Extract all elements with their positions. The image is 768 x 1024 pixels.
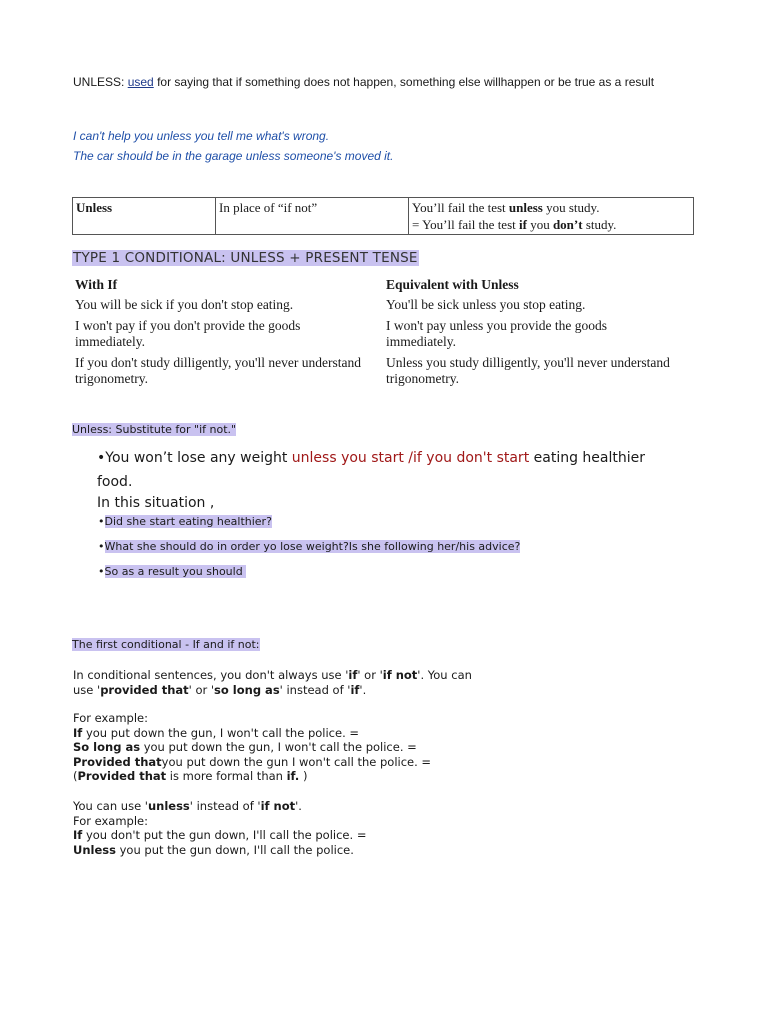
situation-label: In this situation , bbox=[97, 495, 215, 511]
unless-example-sentence: •You won’t lose any weight unless you start /if you don't start eating healthier food. bbox=[97, 450, 645, 490]
bullet: • bbox=[97, 450, 106, 466]
conditional-paragraph: In conditional sentences, you don't always use 'if' or 'if not'. You can use 'provided that' or 'so long as' instead of 'if'. bbox=[73, 668, 472, 697]
table-cell-term: Unless bbox=[73, 198, 216, 235]
example-line-3: Provided thatyou put down the gun I won't call the police. = bbox=[73, 754, 432, 769]
type1-heading: TYPE 1 CONDITIONAL: UNLESS + PRESENT TENSE bbox=[73, 250, 418, 266]
for-example-label-2: For example: bbox=[73, 813, 148, 828]
used-link[interactable]: used bbox=[127, 75, 154, 89]
definition-term: UNLESS: bbox=[73, 75, 125, 89]
table-cell-examples bbox=[409, 198, 694, 235]
example-line-1: If you put down the gun, I won't call the police. = bbox=[73, 725, 360, 740]
highlighted-clause: unless you start /if you don't start bbox=[291, 450, 530, 466]
table-cell-meaning: In place of “if not” bbox=[216, 198, 409, 235]
definition-paragraph bbox=[73, 72, 693, 92]
comparison-left-header: With If bbox=[75, 277, 118, 292]
example-line-2: So long as you put down the gun, I won't call the police. = bbox=[73, 740, 417, 754]
for-example-label: For example: bbox=[73, 711, 148, 725]
comparison-right-column bbox=[386, 277, 676, 387]
table-example-2: = You’ll fail the test if you don’t study. bbox=[412, 217, 617, 232]
unless-instead-line: You can use 'unless' instead of 'if not'. bbox=[73, 799, 302, 813]
comparison-right-row-1: You'll be sick unless you stop eating. bbox=[386, 297, 586, 312]
comparison-left-column bbox=[75, 277, 365, 387]
first-conditional-heading: The first conditional - If and if not: bbox=[72, 638, 260, 651]
question-1: •Did she start eating healthier? bbox=[98, 515, 272, 528]
substitute-heading: Unless: Substitute for "if not." bbox=[72, 423, 237, 436]
example-block-2 bbox=[73, 799, 693, 857]
unless-definition-table bbox=[72, 197, 694, 235]
comparison-right-row-3: Unless you study dilligently, you'll never understand trigonometry. bbox=[386, 355, 670, 386]
question-2: •What she should do in order yo lose weight?Is she following her/his advice? bbox=[98, 540, 521, 553]
comparison-right-row-2: I won't pay unless you provide the goods immediately. bbox=[386, 318, 608, 349]
comparison-left-row-1: You will be sick if you don't stop eating. bbox=[75, 297, 294, 312]
table-example-1: You’ll fail the test unless you study. bbox=[412, 200, 600, 215]
definition-text: for saying that if something does not happen, something else willhappen or be true as a result bbox=[153, 75, 655, 89]
example-line-4: (Provided that is more formal than if. ) bbox=[73, 769, 308, 783]
example-sentence-1: I can't help you unless you tell me what's wrong. bbox=[73, 129, 330, 143]
comparison-left-row-2: I won't pay if you don't provide the goods immediately. bbox=[75, 318, 301, 349]
comparison-right-header: Equivalent with Unless bbox=[386, 277, 519, 292]
example-line-6: Unless you put the gun down, I'll call the police. bbox=[73, 842, 354, 857]
example-sentence-2: The car should be in the garage unless someone's moved it. bbox=[73, 149, 394, 163]
comparison-left-row-3: If you don't study dilligently, you'll never understand trigonometry. bbox=[75, 355, 361, 386]
example-block-1 bbox=[73, 711, 693, 784]
example-line-5: If you don't put the gun down, I'll call the police. = bbox=[73, 828, 367, 842]
question-3: •So as a result you should bbox=[98, 565, 247, 578]
